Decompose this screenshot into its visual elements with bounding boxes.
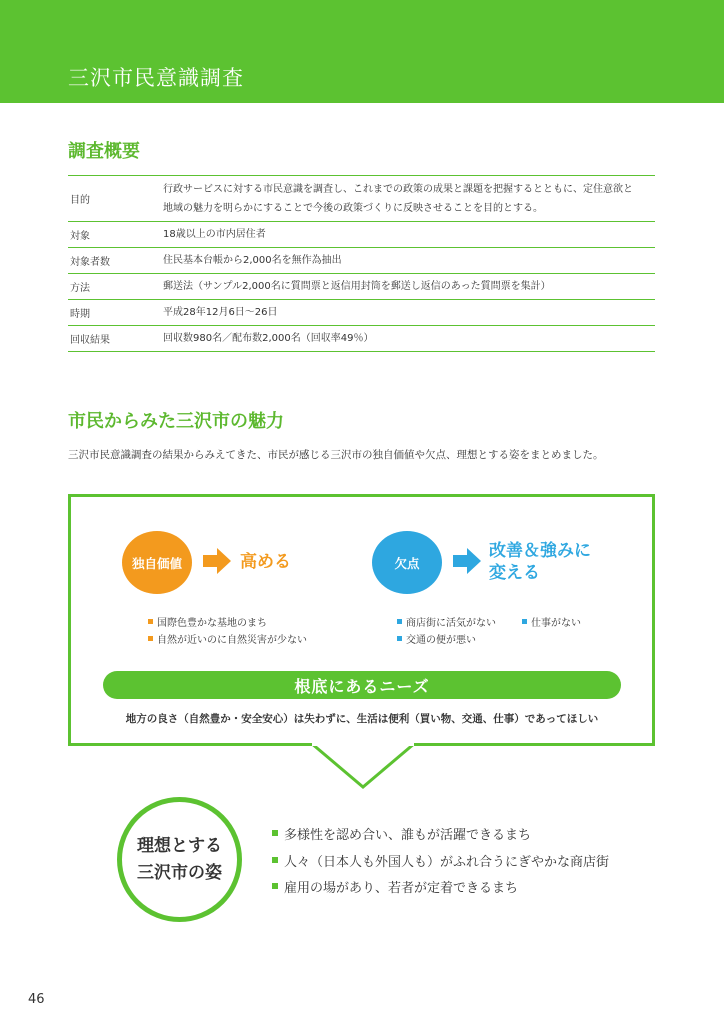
list-item: 仕事がない [522,614,581,629]
bullet-icon [148,619,153,624]
unique-value-circle: 独自価値 [122,531,192,594]
row-value-line: 行政サービスに対する市民意識を調査し、これまでの政策の成果と課題を把握するとともに、定住意欲と [163,183,633,195]
overview-table [68,175,655,352]
bullet-icon [272,830,278,836]
row-value: 住民基本台帳から2,000名を無作為抽出 [163,255,342,266]
defect-circle: 欠点 [372,531,442,594]
arrow-right-icon [203,548,231,574]
table-row [68,326,655,352]
row-value: 平成28年12月6日～26日 [163,307,278,318]
needs-banner: 根底にあるニーズ [103,671,621,699]
row-label: 時期 [70,309,90,320]
page-number: 46 [28,992,45,1007]
arrow-right-icon [453,548,481,574]
bullet-icon [272,857,278,863]
improve-label-line: 改善＆強みに [489,541,591,561]
arrow-down-icon [309,743,417,791]
row-label: 対象者数 [70,257,110,268]
ideal-circle [117,797,242,922]
bullet-icon [148,636,153,641]
frame-gap [312,743,414,749]
ideal-circle-line: 三沢市の姿 [137,862,222,883]
bullet-icon [397,619,402,624]
bullet-icon [397,636,402,641]
enhance-label: 高める [240,552,291,572]
table-row [68,222,655,248]
table-row [68,176,655,222]
table-row [68,274,655,300]
appeal-intro: 三沢市民意識調査の結果からみえてきた、市民が感じる三沢市の独自価値や欠点、理想とする姿をまとめました。 [68,449,604,461]
table-row [68,248,655,274]
bullet-icon [272,883,278,889]
row-value: 回収数980名／配布数2,000名（回収率49％） [163,333,374,344]
row-label: 対象 [70,231,90,242]
list-item: 国際色豊かな基地のまち [148,614,267,629]
row-value: 18歳以上の市内居住者 [163,229,266,240]
list-item: 交通の便が悪い [397,631,476,646]
list-item: 商店街に活気がない [397,614,496,629]
list-item: 自然が近いのに自然災害が少ない [148,631,307,646]
improve-label [489,540,591,584]
row-label: 方法 [70,283,90,294]
row-label: 回収結果 [70,335,110,346]
needs-text: 地方の良さ（自然豊か・安全安心）は失わずに、生活は便利（買い物、交通、仕事）であってほしい [125,713,599,725]
bullet-icon [522,619,527,624]
row-label: 目的 [70,195,90,206]
ideal-list-item: 多様性を認め合い、誰もが活躍できるまち [272,824,531,843]
improve-label-line: 変える [489,563,540,583]
ideal-circle-line: 理想とする [137,835,222,856]
appeal-heading: 市民からみた三沢市の魅力 [68,411,284,432]
header-band [0,0,724,103]
row-value [163,180,655,218]
page-title: 三沢市民意識調査 [68,66,244,90]
ideal-list-item: 雇用の場があり、若者が定着できるまち [272,877,518,896]
overview-heading: 調査概要 [68,141,140,162]
table-row [68,300,655,326]
row-value: 郵送法（サンプル2,000名に質問票と返信用封筒を郵送し返信のあった質問票を集計） [163,281,551,292]
row-value-line: 地域の魅力を明らかにすることで今後の政策づくりに反映させることを目的とする。 [163,202,543,214]
ideal-list-item: 人々（日本人も外国人も）がふれ合うにぎやかな商店街 [272,851,609,870]
